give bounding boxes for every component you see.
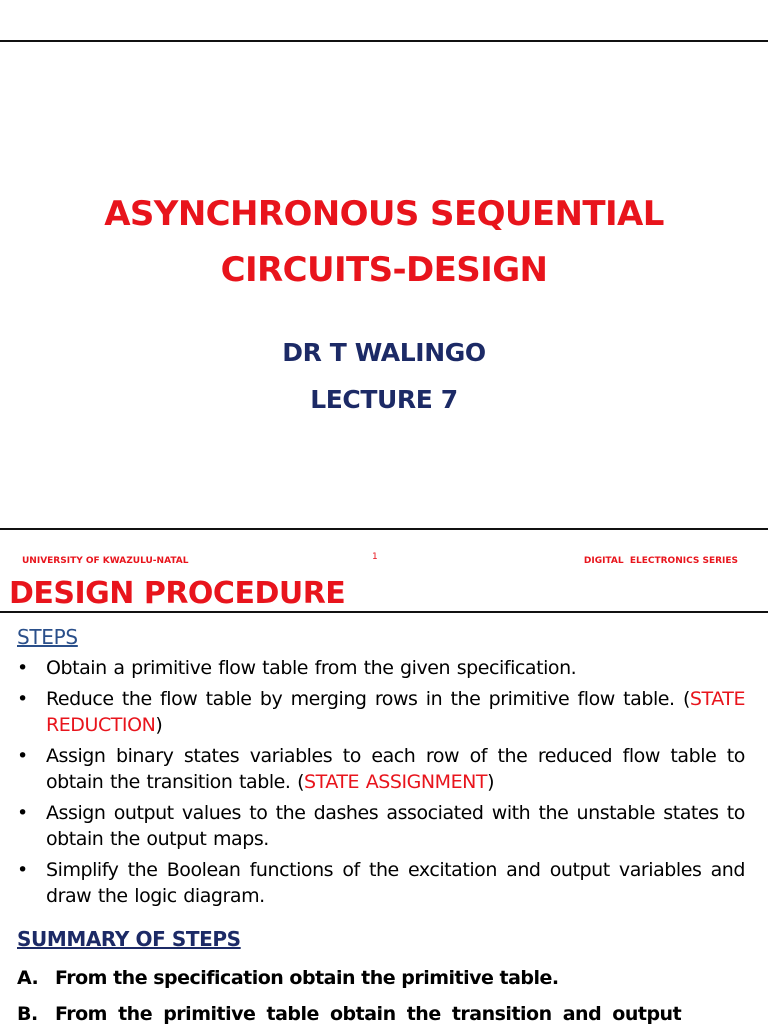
footer-page-number: 1: [372, 552, 378, 562]
list-item: • Obtain a primitive flow table from the given specification.: [17, 657, 577, 679]
slide-title-line-1: ASYNCHRONOUS SEQUENTIAL: [104, 194, 664, 234]
summary-label: SUMMARY OF STEPS: [17, 927, 241, 951]
footer-series: DIGITAL ELECTRONICS SERIES: [583, 556, 738, 566]
list-item-text: Obtain a primitive flow table from the given specification.: [46, 657, 577, 679]
footer-university: UNIVERSITY OF KWAZULU-NATAL: [22, 556, 189, 566]
list-item: • Assign binary states variables to each row of the reduced flow table to obtain the transition table. (STATE ASSIGNMENT): [17, 745, 745, 793]
list-item-text: Assign binary states variables to each row of the reduced flow table to obtain the transition table. (: [46, 745, 745, 793]
slide-divider: [0, 528, 768, 530]
slide-title-line-2: CIRCUITS-DESIGN: [220, 250, 548, 290]
author-name: DR T WALINGO: [282, 338, 486, 367]
highlight-text: STATE REDUCTION: [46, 688, 745, 736]
list-item-text-end: ): [155, 714, 163, 736]
summary-item-letter: A.: [17, 967, 39, 989]
steps-label: STEPS: [17, 625, 78, 649]
summary-item-letter: B.: [17, 1003, 38, 1025]
title-slide: [0, 42, 768, 528]
summary-item-text: From the specification obtain the primitive table.: [55, 967, 559, 989]
highlight-text: STATE ASSIGNMENT: [304, 771, 488, 793]
list-item: • Reduce the flow table by merging rows in the primitive flow table. (STATE REDUCTION): [17, 688, 745, 736]
summary-item: [17, 965, 745, 991]
list-item: • Simplify the Boolean functions of the excitation and output variables and draw the logic diagram.: [17, 859, 745, 907]
list-item-text: Reduce the flow table by merging rows in the primitive flow table. (: [46, 688, 690, 710]
list-item-text-end: ): [487, 771, 495, 793]
summary-item-text: From the primitive table obtain the transition and output: [55, 1003, 682, 1025]
list-item-text: Simplify the Boolean functions of the excitation and output variables and draw the logic diagram.: [46, 859, 745, 907]
slide-heading: DESIGN PROCEDURE: [9, 576, 346, 611]
summary-item: [17, 1001, 745, 1027]
list-item-text: Assign output values to the dashes associated with the unstable states to obtain the output maps.: [46, 802, 745, 850]
lecture-number: LECTURE 7: [310, 385, 458, 414]
heading-underline: [0, 611, 768, 613]
steps-list: [17, 655, 745, 914]
list-item: • Assign output values to the dashes associated with the unstable states to obtain the output maps.: [17, 802, 745, 850]
